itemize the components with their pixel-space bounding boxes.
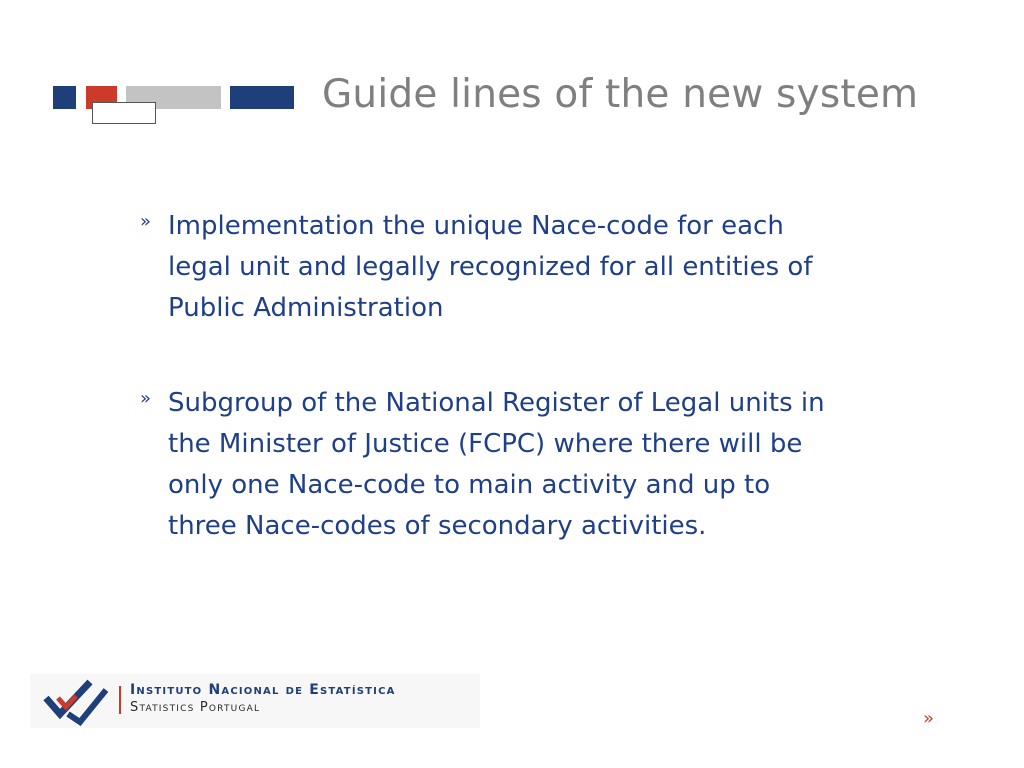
bullet-marker-icon: » [140,211,152,232]
slide-title: Guide lines of the new system [322,72,919,117]
bullet-item [140,383,860,547]
logo-org-subtitle: Statistics Portugal [130,700,261,715]
bullet-marker-icon: » [140,388,152,409]
logo-org-name: Instituto Nacional de Estatística [130,682,396,698]
decor-navy-square [53,86,76,109]
bullet-item [140,206,860,329]
bullet-list [140,206,860,601]
decor-navy-bar [230,86,294,109]
footer-logo [30,674,480,728]
logo-divider [119,686,121,714]
next-slide-button[interactable]: » [923,708,935,729]
bullet-text: Implementation the unique Nace-code for each legal unit and legally recognized for all entities of Public Administration [168,211,813,323]
decor-outline-box [92,102,156,124]
bullet-text: Subgroup of the National Register of Legal units in the Minister of Justice (FCPC) where there will be only one Nace-code to main activity and up to three Nace-codes of secondary activities. [168,388,825,541]
ine-logo-icon [40,676,110,726]
